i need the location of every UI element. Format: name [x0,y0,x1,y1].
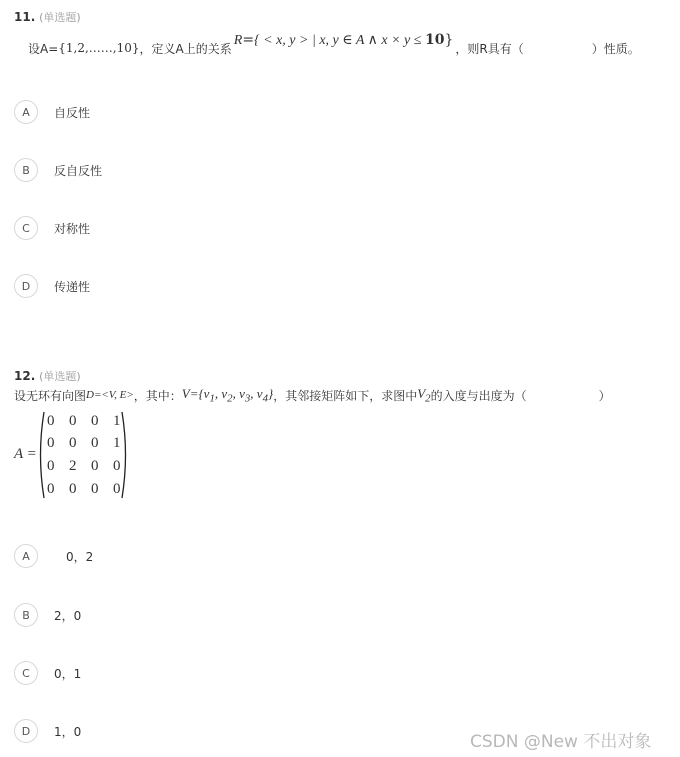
option-text[interactable]: 1，0 [54,724,82,739]
question-11-stem [28,33,640,63]
matrix-row [47,481,135,498]
option-letter[interactable]: D [14,274,38,298]
option-letter[interactable]: B [14,603,38,627]
vertex-set: $V=\{v_1$, $v_2$, $v_3$, $v_4$} [181,385,274,405]
question-type: (单选题) [39,370,81,383]
matrix-cell: 2 [69,458,77,474]
matrix-cell: 0 [47,413,55,429]
option-text[interactable]: 2，0 [54,608,82,623]
matrix-label: A = [14,446,37,462]
target-vertex-sub: 2 [425,392,431,405]
vertex-sub-3: 3 [244,392,251,405]
stem-suffix-1: 的入度与出度为（ [430,388,527,403]
matrix-cell: 0 [91,413,99,429]
matrix-left-paren [36,411,46,499]
relation-bound: 10 [424,31,445,48]
target-vertex-letter: V [417,385,426,401]
option-letter[interactable]: C [14,216,38,240]
option-letter[interactable]: D [14,719,38,743]
matrix-cell: 0 [47,435,55,451]
matrix-cell: 0 [69,435,77,451]
target-vertex [417,386,430,405]
matrix-cell: 0 [69,481,77,497]
matrix-cell: 0 [91,435,99,451]
stem-prefix: 设无环有向图 [14,388,87,403]
vertex-sub-2: 2 [227,392,233,405]
stem-mid: ，其中： [133,388,182,403]
matrix-cell: 0 [47,458,55,474]
stem-suffix-1: ，则R具有（ [455,41,524,56]
option-12-d[interactable] [14,718,81,744]
matrix-cell: 0 [113,481,121,497]
matrix-cell: 1 [113,435,121,451]
graph-definition: D=<V, E> [86,389,134,401]
relation-formula [234,32,454,49]
matrix-cell: 0 [69,413,77,429]
vertex-set-open: V={v [181,385,210,401]
option-text[interactable]: 传递性 [54,279,91,294]
matrix-cell: 0 [91,458,99,474]
stem-mid: ，定义A上的关系 [139,41,232,56]
option-12-b[interactable] [14,602,81,628]
vertex-sub-4: 4 [262,392,268,405]
option-11-a[interactable] [14,99,90,125]
question-number: 12. [14,369,36,383]
question-type: (单选题) [39,11,81,24]
question-number: 11. [14,10,36,24]
stem-suffix-2: ） [598,388,611,403]
vertex-sub-1: 1 [209,392,215,405]
option-11-c[interactable] [14,215,90,241]
relation-body: { < x, y > | x, y ∈ A ∧ x × y ≤ [254,32,425,48]
question-12-header [14,368,81,384]
option-12-c[interactable] [14,660,81,686]
option-text[interactable]: 对称性 [54,221,91,236]
stem-prefix: 设A= [28,41,59,56]
matrix-cell: 0 [113,458,121,474]
option-letter[interactable]: B [14,158,38,182]
option-letter[interactable]: A [14,100,38,124]
stem-mid2: ，其邻接矩阵如下，求图中 [273,388,418,403]
stem-suffix-2: ）性质。 [591,41,640,56]
option-11-d[interactable] [14,273,90,299]
option-12-a[interactable] [14,543,93,569]
relation-close: } [444,31,454,48]
matrix-row [47,458,135,475]
option-text[interactable]: 反自反性 [54,163,103,178]
question-12-stem [14,384,611,406]
relation-symbol: R [233,32,243,48]
option-letter[interactable]: A [14,544,38,568]
option-text[interactable]: 0，1 [54,666,82,681]
equals-sign: = [242,31,255,48]
set-definition: {1,2,……,10} [58,41,140,55]
option-text[interactable]: 0，2 [66,549,94,564]
matrix-cell: 0 [91,481,99,497]
option-11-b[interactable] [14,157,102,183]
matrix-cell: 1 [113,413,121,429]
watermark: CSDN @New 不出对象 [470,732,652,752]
option-text[interactable]: 自反性 [54,105,91,120]
matrix-row [47,413,135,430]
question-11-header [14,9,81,25]
matrix-cell: 0 [47,481,55,497]
option-letter[interactable]: C [14,661,38,685]
matrix-row [47,435,135,452]
